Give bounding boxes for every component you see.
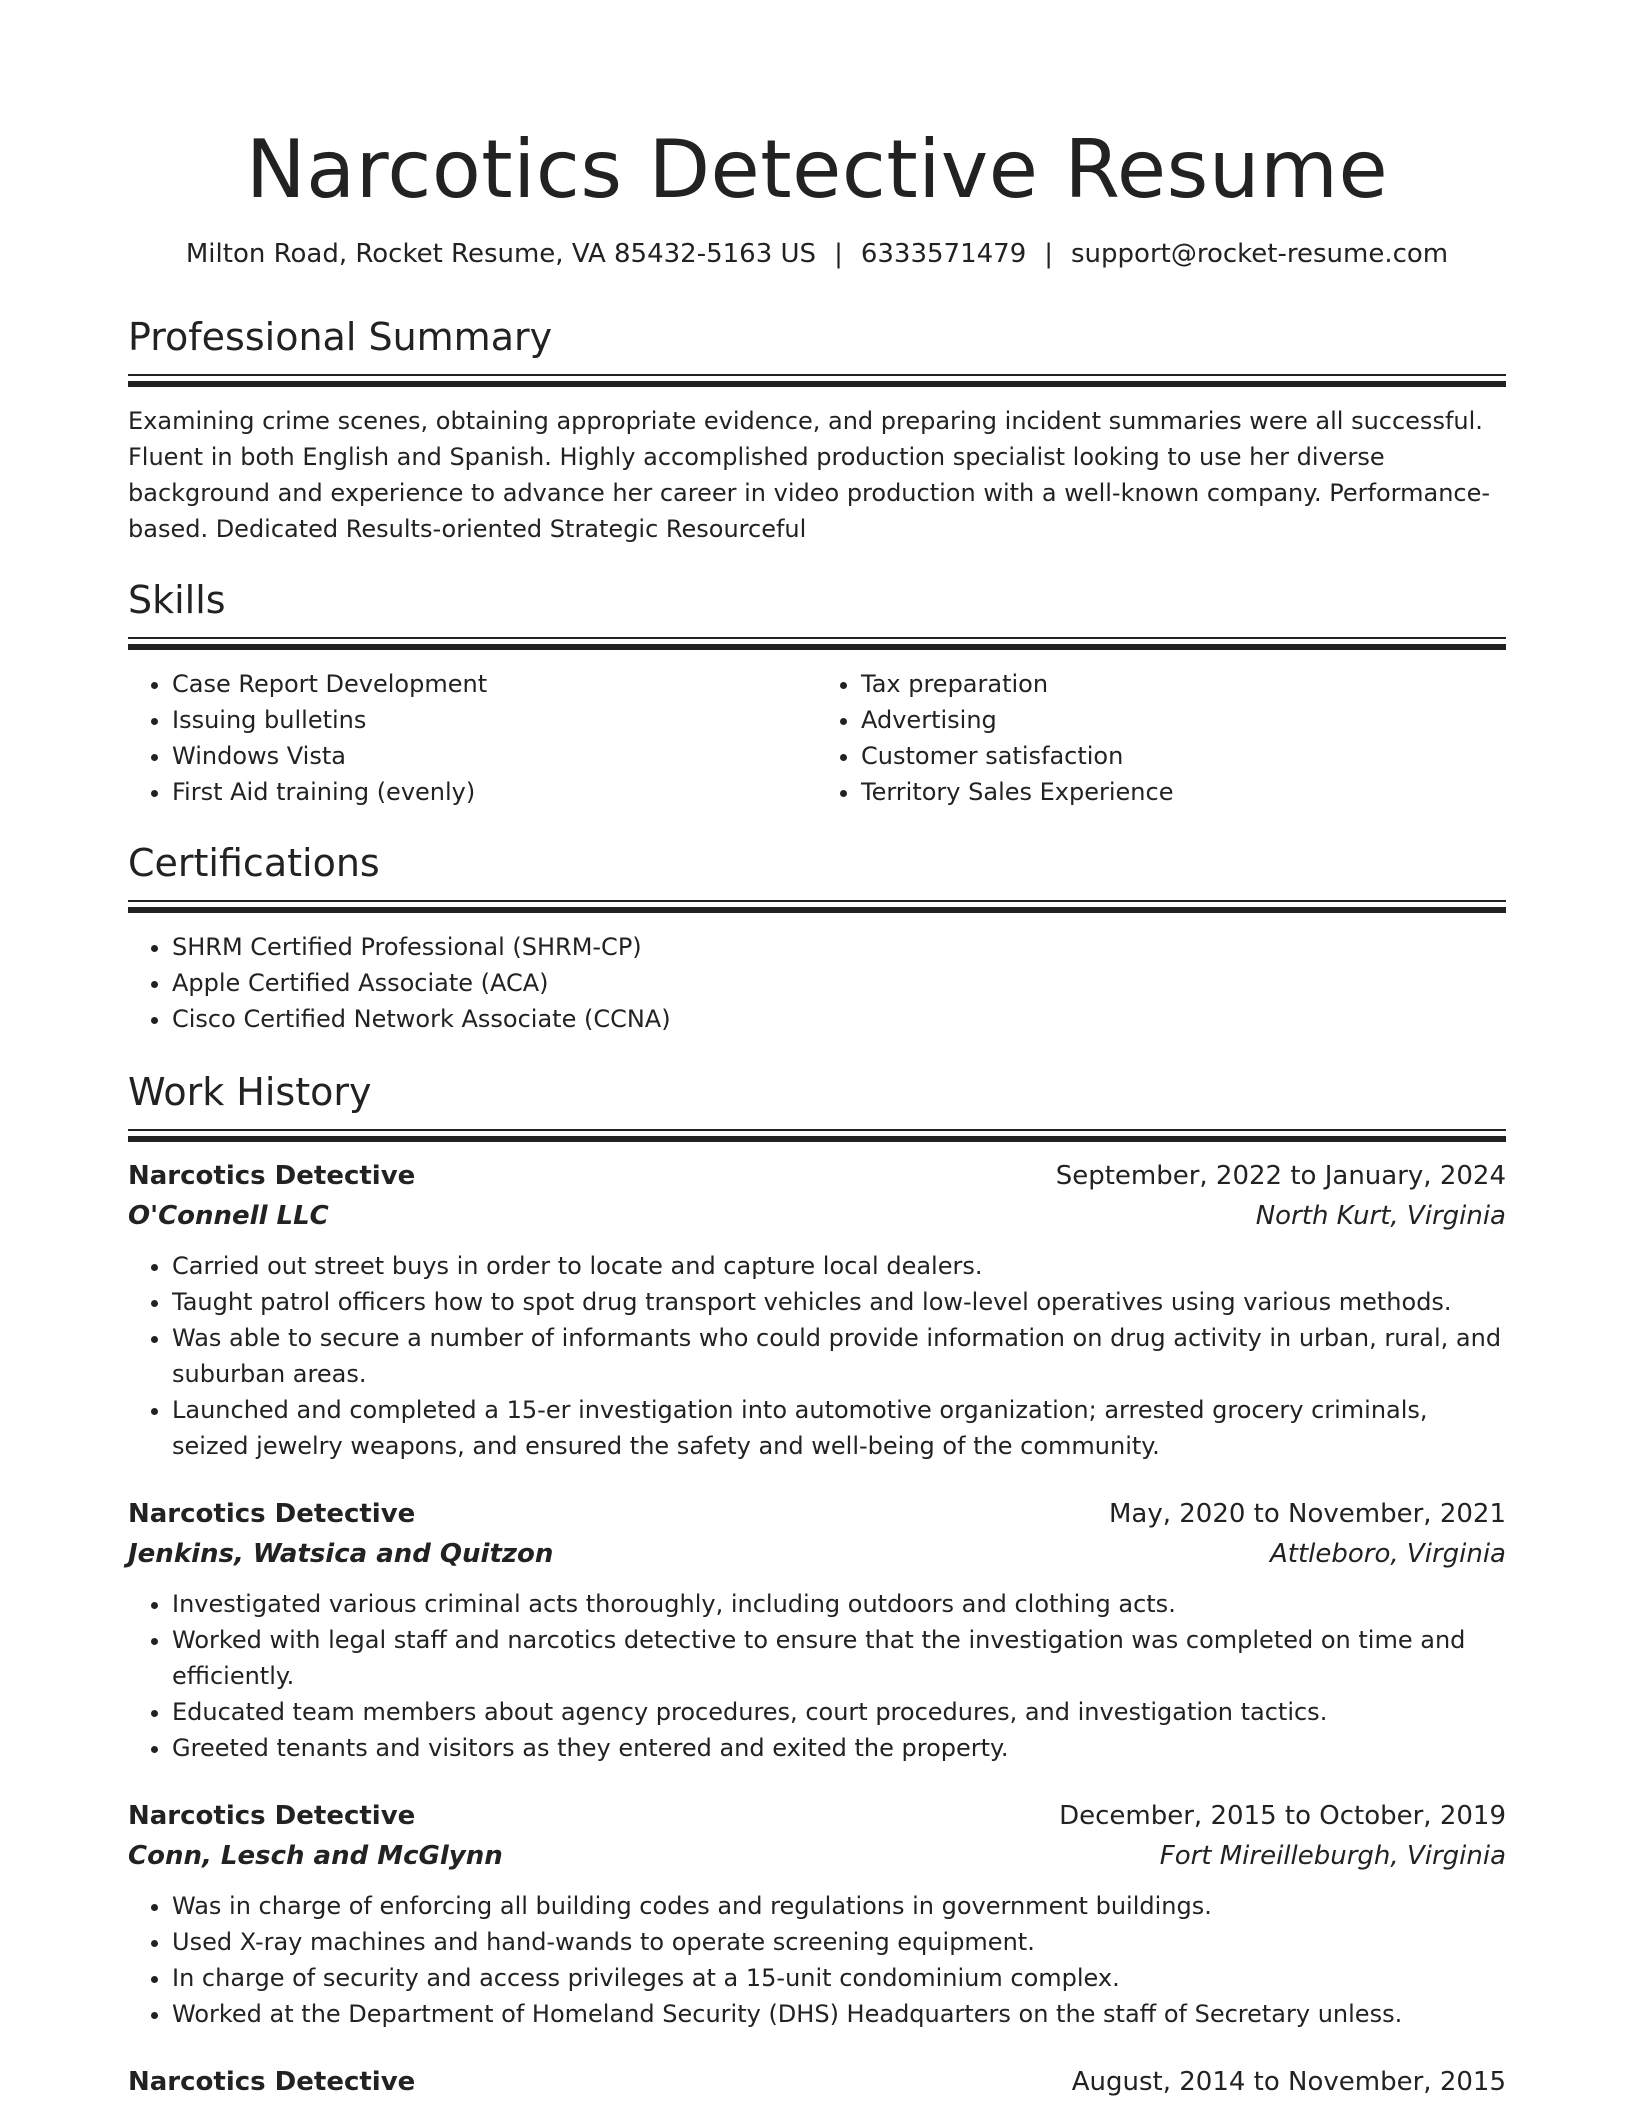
list-item: • Used X-ray machines and hand-wands to operate screening equipment.: [172, 1924, 1506, 1960]
contact-separator: |: [834, 239, 843, 269]
contact-phone: 6333571479: [860, 239, 1027, 269]
section-divider: [128, 900, 1506, 913]
section-divider: [128, 637, 1506, 650]
job-location: Attleboro, Virginia: [1270, 1539, 1506, 1569]
job-title: Narcotics Detective: [128, 1499, 416, 1529]
job-dates: August, 2014 to November, 2015: [1071, 2067, 1506, 2097]
section-divider: [128, 374, 1506, 387]
skills-columns: [128, 666, 1506, 810]
list-item: • In charge of security and access privileges at a 15-unit condominium complex.: [172, 1960, 1506, 1996]
job-location: North Kurt, Virginia: [1255, 1201, 1506, 1231]
skills-section: [128, 575, 1506, 810]
job-entry: [128, 1156, 1506, 1464]
list-item: • Cisco Certified Network Associate (CCNA): [172, 1001, 1506, 1037]
job-location: Fort Mireilleburgh, Virginia: [1159, 1841, 1506, 1871]
job-entry: [128, 1796, 1506, 2032]
list-item: • Launched and completed a 15-er investigation into automotive organization; arrested grocery criminals, seized jewelry weapons, and ensured the safety and well-being of the community.: [172, 1392, 1506, 1464]
job-bullets: [128, 1888, 1506, 2032]
list-item: • Greeted tenants and visitors as they entered and exited the property.: [172, 1730, 1506, 1766]
summary-section: [128, 312, 1506, 547]
section-heading-skills: Skills: [128, 578, 226, 622]
resume-title: Narcotics Detective Resume: [245, 123, 1389, 216]
work-history-section: [128, 1067, 1506, 2102]
job-company: Jenkins, Watsica and Quitzon: [128, 1539, 554, 1569]
list-item: • Case Report Development: [172, 666, 817, 702]
section-heading-certifications: Certifications: [128, 841, 380, 885]
list-item: • Was able to secure a number of informants who could provide information on drug activity in urban, rural, and suburban areas.: [172, 1320, 1506, 1392]
list-item: • Carried out street buys in order to locate and capture local dealers.: [172, 1248, 1506, 1284]
job-dates: May, 2020 to November, 2021: [1108, 1499, 1506, 1529]
list-item: • Advertising: [861, 702, 1506, 738]
job-dates: September, 2022 to January, 2024: [1055, 1161, 1506, 1191]
job-title: Narcotics Detective: [128, 2067, 416, 2097]
list-item: • Was in charge of enforcing all building codes and regulations in government buildings.: [172, 1888, 1506, 1924]
list-item: • Windows Vista: [172, 738, 817, 774]
section-heading-summary: Professional Summary: [128, 315, 553, 359]
job-bullets: [128, 1248, 1506, 1464]
list-item: • Customer satisfaction: [861, 738, 1506, 774]
job-title: Narcotics Detective: [128, 1161, 416, 1191]
list-item: • First Aid training (evenly): [172, 774, 817, 810]
contact-address: Milton Road, Rocket Resume, VA 85432-5163 US: [185, 239, 817, 269]
contact-separator: |: [1044, 239, 1054, 269]
job-bullets: [128, 1586, 1506, 1766]
certifications-list: [128, 929, 1506, 1037]
list-item: • Tax preparation: [861, 666, 1506, 702]
list-item: • Investigated various criminal acts thoroughly, including outdoors and clothing acts.: [172, 1586, 1506, 1622]
list-item: • Issuing bulletins: [172, 702, 817, 738]
certifications-section: [128, 838, 1506, 1037]
summary-text: Examining crime scenes, obtaining appropriate evidence, and preparing incident summaries were all successful. Fluent in both English and Spanish. Highly accomplished production specialist looking to use her diverse background and experience to advance her career in video production with a well-known company. Performance-based. Dedicated Results-oriented Strategic Resourceful: [128, 407, 1491, 543]
job-entry: [128, 2062, 1506, 2102]
list-item: • Taught patrol officers how to spot drug transport vehicles and low-level operatives using various methods.: [172, 1284, 1506, 1320]
job-company: Conn, Lesch and McGlynn: [128, 1841, 503, 1871]
section-heading-work-history: Work History: [128, 1070, 372, 1114]
job-company: O'Connell LLC: [128, 1201, 329, 1231]
list-item: • Apple Certified Associate (ACA): [172, 965, 1506, 1001]
skills-list-left: [128, 666, 817, 810]
job-entry: [128, 1494, 1506, 1766]
job-title: Narcotics Detective: [128, 1801, 416, 1831]
contact-email: support@rocket-resume.com: [1071, 239, 1449, 269]
list-item: • Worked at the Department of Homeland Security (DHS) Headquarters on the staff of Secretary unless.: [172, 1996, 1506, 2032]
list-item: • Territory Sales Experience: [861, 774, 1506, 810]
job-dates: December, 2015 to October, 2019: [1059, 1801, 1506, 1831]
list-item: • SHRM Certified Professional (SHRM-CP): [172, 929, 1506, 965]
list-item: • Educated team members about agency procedures, court procedures, and investigation tactics.: [172, 1694, 1506, 1730]
list-item: • Worked with legal staff and narcotics detective to ensure that the investigation was completed on time and efficiently.: [172, 1622, 1506, 1694]
section-divider: [128, 1129, 1506, 1142]
skills-list-right: [817, 666, 1506, 810]
contact-line: [128, 234, 1506, 274]
